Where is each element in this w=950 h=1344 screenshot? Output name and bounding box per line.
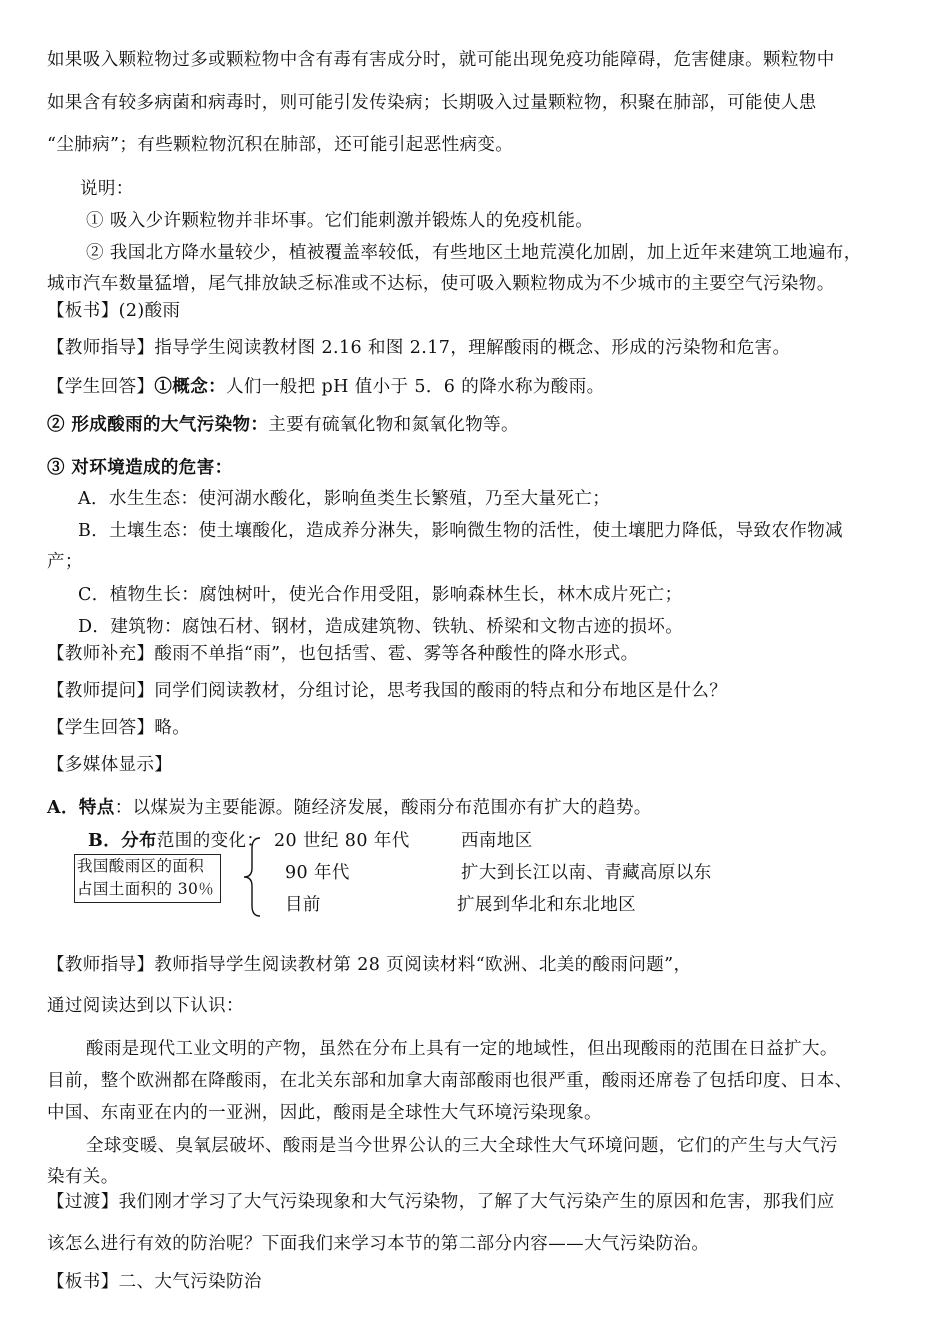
reading-paragraph: 中国、东南亚在内的一亚洲，因此，酸雨是全球性大气环境污染现象。 — [47, 1103, 602, 1123]
region-label: 西南地区 — [461, 831, 533, 851]
box-line: 占国土面积的 30％ — [77, 880, 215, 898]
feature-label: A．特点 — [47, 798, 115, 818]
period-label: 90 年代 — [285, 863, 350, 883]
feature-text: ：以煤炭为主要能源。随经济发展，酸雨分布范围亦有扩大的趋势。 — [114, 798, 652, 818]
paragraph-line: 如果含有较多病菌和病毒时，则可能引发传染病；长期吸入过量颗粒物，积聚在肺部，可能使人患 — [47, 93, 817, 113]
distribution-line — [88, 829, 264, 853]
pollutant-line — [47, 413, 519, 437]
teacher-supplement: 【教师补充】酸雨不单指“雨”，也包括雪、雹、雾等各种酸性的降水形式。 — [47, 644, 639, 664]
distribution-text: 范围的变化： — [156, 831, 265, 851]
reading-paragraph: 目前，整个欧洲都在降酸雨，在北关东部和加拿大南部酸雨也很严重，酸雨还席卷了包括印度、日本、 — [47, 1071, 853, 1091]
pollutant-label: ② 形成酸雨的大气污染物： — [47, 415, 269, 435]
teacher-guide-continued: 通过阅读达到以下认识： — [47, 996, 244, 1016]
reading-paragraph: 全球变暖、臭氧层破坏、酸雨是当今世界公认的三大全球性大气环境问题，它们的产生与大气污 — [86, 1136, 838, 1156]
period-label: 目前 — [285, 895, 321, 915]
harm-heading: ③ 对环境造成的危害： — [47, 458, 233, 478]
teacher-question: 【教师提问】同学们阅读教材，分组讨论，思考我国的酸雨的特点和分布地区是什么？ — [47, 681, 728, 701]
concept-text: 人们一般把 pH 值小于 5．6 的降水称为酸雨。 — [226, 377, 605, 397]
multimedia-label: 【多媒体显示】 — [47, 755, 173, 775]
harm-item: B．土壤生态：使土壤酸化，造成养分淋失，影响微生物的活性，使土壤肥力降低，导致农作物减 — [78, 521, 844, 541]
paragraph-line: “尘肺病”；有些颗粒物沉积在肺部，还可能引起恶性病变。 — [47, 135, 514, 155]
note-title: 说明： — [80, 179, 134, 199]
board-heading: 【板书】(2)酸雨 — [47, 301, 181, 321]
transition: 【过渡】我们刚才学习了大气污染现象和大气污染物，了解了大气污染产生的原因和危害，那我们应 — [47, 1192, 835, 1212]
transition-continued: 该怎么进行有效的防治呢？下面我们来学习本节的第二部分内容——大气污染防治。 — [47, 1234, 710, 1254]
brace-icon — [240, 836, 264, 918]
note-item: ① 吸入少许颗粒物并非坏事。它们能刺激并锻炼人的免疫机能。 — [86, 211, 594, 231]
box-line: 我国酸雨区的面积 — [77, 857, 205, 875]
region-label: 扩展到华北和东北地区 — [457, 895, 636, 915]
teacher-guide: 【教师指导】指导学生阅读教材图 2.16 和图 2.17，理解酸雨的概念、形成的污染物和危害。 — [47, 338, 791, 358]
reading-paragraph: 酸雨是现代工业文明的产物，虽然在分布上具有一定的地域性，但出现酸雨的范围在日益扩大。 — [86, 1039, 838, 1059]
acid-rain-area-box — [74, 854, 221, 903]
pollutant-text: 主要有硫氧化物和氮氧化物等。 — [268, 415, 519, 435]
distribution-label: B．分布 — [88, 831, 157, 851]
period-label: 20 世纪 80 年代 — [274, 831, 410, 851]
region-label: 扩大到长江以南、青藏高原以东 — [461, 863, 712, 883]
teacher-guide: 【教师指导】教师指导学生阅读教材第 28 页阅读材料“欧洲、北美的酸雨问题”， — [47, 955, 692, 975]
concept-label: ①概念： — [154, 377, 227, 397]
feature-line — [47, 796, 652, 820]
harm-item: A．水生生态：使河湖水酸化，影响鱼类生长繁殖，乃至大量死亡； — [78, 489, 611, 509]
harm-item-continued: 产； — [47, 552, 83, 572]
student-answer — [47, 375, 605, 399]
note-item-continued: 城市汽车数量猛增，尾气排放缺乏标准或不达标，使可吸入颗粒物成为不少城市的主要空气污染物。 — [47, 274, 835, 294]
paragraph-line: 如果吸入颗粒物过多或颗粒物中含有毒有害成分时，就可能出现免疫功能障碍，危害健康。颗粒物中 — [47, 50, 835, 70]
board-heading: 【板书】二、大气污染防治 — [47, 1272, 262, 1292]
harm-item: D．建筑物：腐蚀石材、钢材，造成建筑物、铁轨、桥梁和文物古迹的损坏。 — [78, 617, 684, 637]
note-item: ② 我国北方降水量较少，植被覆盖率较低，有些地区土地荒漠化加剧，加上近年来建筑工地遍布， — [86, 243, 862, 263]
harm-item: C．植物生长：腐蚀树叶，使光合作用受阻，影响森林生长，林木成片死亡； — [78, 585, 683, 605]
student-answer: 【学生回答】略。 — [47, 718, 191, 738]
reading-paragraph: 染有关。 — [47, 1167, 119, 1187]
answer-prefix: 【学生回答】 — [47, 377, 155, 397]
